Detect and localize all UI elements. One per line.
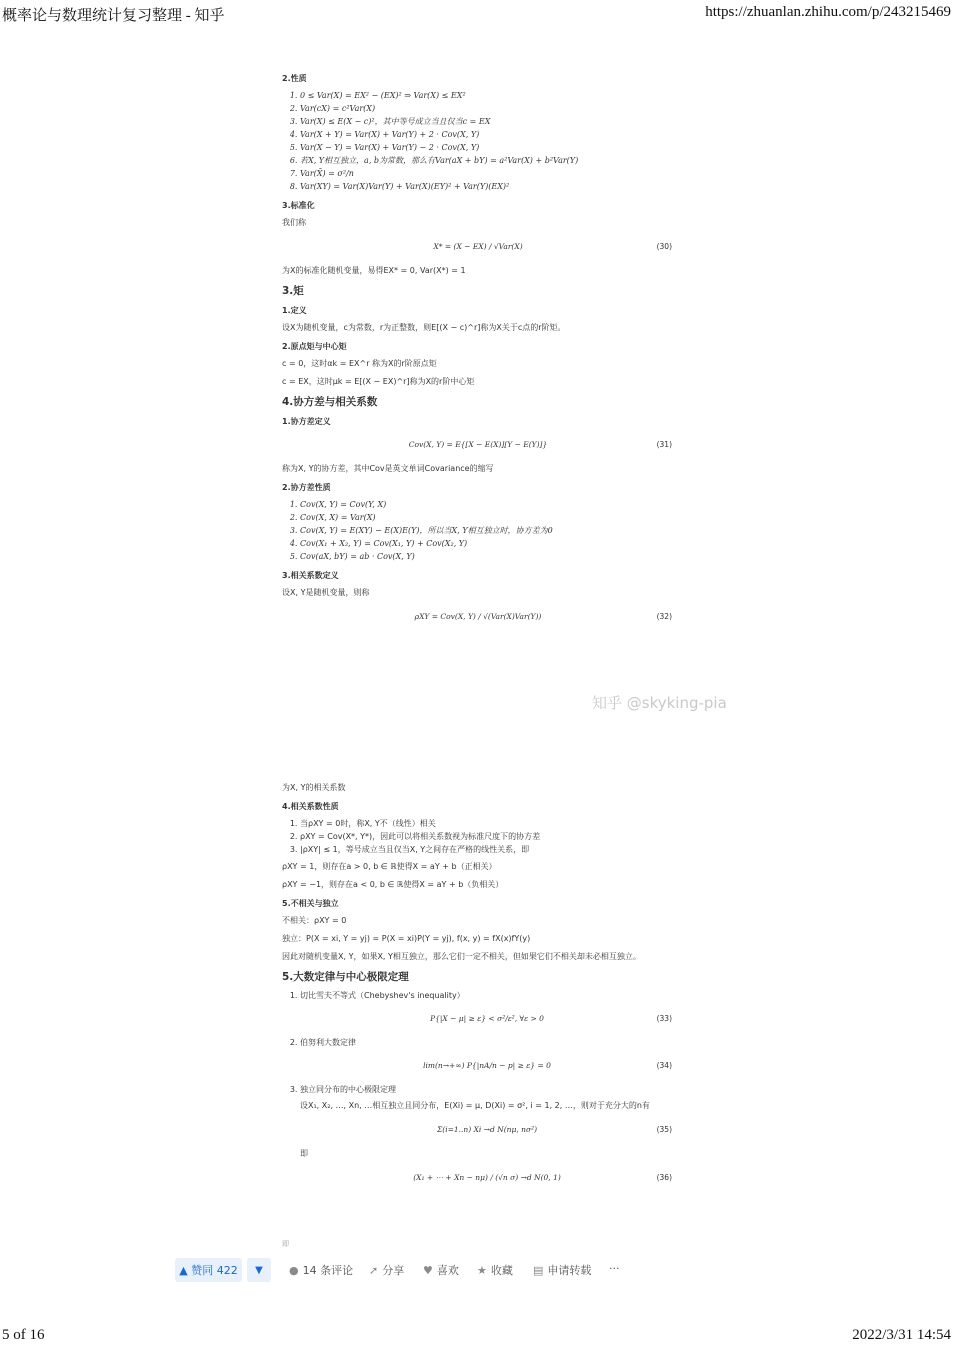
list-item: 2. Var(cX) = c²Var(X) (300, 102, 674, 115)
moment-kinds-heading: 2.原点矩与中心矩 (282, 342, 347, 351)
moment-origin: c = 0，这时αk = EX^r 称为X的r阶原点矩 (282, 359, 437, 368)
moment-def-heading: 1.定义 (282, 306, 307, 315)
share-button[interactable] (369, 1262, 404, 1278)
std-after: 为X的标准化随机变量，易得EX* = 0, Var(X*) = 1 (282, 266, 466, 275)
like-label: 喜欢 (436, 1264, 459, 1277)
list-item: 1. Cov(X, Y) = Cov(Y, X) (300, 498, 674, 511)
var-props-heading: 2.性质 (282, 74, 307, 83)
equation-34 (300, 1053, 674, 1079)
corr-props-list (292, 817, 674, 856)
equation-number: (31) (656, 440, 672, 449)
list-item (300, 989, 674, 1032)
lln-list (292, 989, 674, 1191)
std-heading: 3.标准化 (282, 201, 315, 210)
list-item (300, 1083, 674, 1191)
cov-after: 称为X, Y的协方差，其中Cov是英文单词Covariance的缩写 (282, 464, 494, 473)
equation-number: (33) (656, 1014, 672, 1023)
equation-formula: Cov(X, Y) = E{[X − E(X)][Y − E(Y)]} (408, 440, 548, 449)
more-button[interactable]: ··· (609, 1262, 620, 1275)
equation-formula: lim(n→+∞) P{|nA/n − p| ≥ ε} = 0 (423, 1061, 551, 1070)
equation-number: (30) (656, 242, 672, 251)
heart-icon: ♥ (423, 1263, 433, 1277)
equation-formula: (X₁ + ⋯ + Xn − nμ) / (√n σ) →d N(0, 1) (413, 1173, 561, 1182)
ji-text: 即 (300, 1149, 308, 1158)
equation-31 (282, 432, 674, 458)
reprint-button[interactable] (533, 1262, 591, 1278)
comments-label: 14 条评论 (302, 1264, 354, 1277)
page-title: 概率论与数理统计复习整理 - 知乎 (2, 8, 225, 24)
lln-item-3: 独立同分布的中心极限定理 (300, 1085, 396, 1094)
lln-item-2: 伯努利大数定律 (300, 1038, 356, 1047)
list-item: 3. Cov(X, Y) = E(XY) − E(X)E(Y)，所以当X, Y相互独立时，协方差为0 (300, 524, 674, 537)
list-item: 1. 0 ≤ Var(X) = EX² − (EX)² ⇒ Var(X) ≤ EX² (300, 89, 674, 102)
copyright-icon: ▤ (533, 1263, 544, 1277)
list-item: 7. Var(X̄) = σ²/n (300, 167, 674, 180)
equation-formula: X* = (X − EX) / √Var(X) (433, 242, 523, 251)
share-icon: ➚ (369, 1263, 379, 1277)
list-item: 5. Var(X − Y) = Var(X) + Var(Y) − 2 · Cov(X, Y) (300, 141, 674, 154)
list-item: 2. Cov(X, X) = Var(X) (300, 511, 674, 524)
watermark: 知乎 @skyking-pia (592, 694, 727, 712)
cov-props-heading: 2.协方差性质 (282, 483, 331, 492)
share-label: 分享 (382, 1264, 405, 1277)
equation-36 (300, 1165, 674, 1191)
downvote-button[interactable]: ▼ (247, 1258, 271, 1282)
comment-icon: ● (289, 1263, 299, 1277)
var-props-list (292, 89, 674, 193)
favorite-label: 收藏 (490, 1264, 513, 1277)
equation-number: (36) (656, 1173, 672, 1182)
list-item: 1. 当ρXY = 0时，称X, Y不（线性）相关 (300, 817, 674, 830)
article-body-part1 (282, 66, 674, 634)
list-item (300, 1036, 674, 1079)
list-item: 4. Var(X + Y) = Var(X) + Var(Y) + 2 · Cov(X, Y) (300, 128, 674, 141)
cov-heading: 4.协方差与相关系数 (282, 396, 378, 408)
moment-heading: 3.矩 (282, 285, 304, 297)
equation-formula: P{|X − μ| ≥ ε} < σ²/ε², ∀ε > 0 (430, 1014, 544, 1023)
corr-after: 为X, Y的相关系数 (282, 783, 346, 792)
lln-heading: 5.大数定律与中心极限定理 (282, 971, 409, 983)
upvote-button[interactable]: ▲ 赞同 422 (175, 1258, 242, 1282)
corr-sub-positive: ρXY = 1，则存在a > 0, b ∈ ℝ使得X = aY + b（正相关） (282, 862, 497, 871)
print-datetime: 2022/3/31 14:54 (852, 1327, 951, 1343)
indep-heading: 5.不相关与独立 (282, 899, 339, 908)
indep-conclusion: 因此对随机变量X, Y，如果X, Y相互独立，那么它们一定不相关，但如果它们不相关却未必相互独立。 (282, 952, 641, 961)
cov-def-heading: 1.协方差定义 (282, 417, 331, 426)
moment-center: c = EX，这时μk = E[(X − EX)^r]称为X的r阶中心矩 (282, 377, 475, 386)
corr-intro: 设X, Y是随机变量，则称 (282, 588, 370, 597)
list-item: 2. ρXY = Cov(X*, Y*)，因此可以将相关系数视为标准尺度下的协方差 (300, 830, 674, 843)
page-number: 5 of 16 (2, 1327, 45, 1343)
equation-formula: ρXY = Cov(X, Y) / √(Var(X)Var(Y)) (414, 612, 542, 621)
list-item: 5. Cov(aX, bY) = ab · Cov(X, Y) (300, 550, 674, 563)
equation-formula: Σ(i=1..n) Xi →d N(nμ, nσ²) (436, 1125, 538, 1134)
star-icon: ★ (477, 1263, 487, 1277)
page-url[interactable]: https://zhuanlan.zhihu.com/p/243215469 (705, 4, 951, 20)
equation-number: (35) (656, 1125, 672, 1134)
list-item: 3. Var(X) ≤ E(X − c)²，其中等号成立当且仅当c = EX (300, 115, 674, 128)
equation-number: (32) (656, 612, 672, 621)
corr-props-heading: 4.相关系数性质 (282, 802, 339, 811)
reprint-label: 申请转载 (547, 1264, 592, 1277)
list-item: 6. 若X, Y相互独立，a, b为常数，那么有Var(aX + bY) = a²Var(X) + b²Var(Y) (300, 154, 674, 167)
lln-item-1: 切比雪夫不等式（Chebyshev's inequality） (300, 991, 465, 1000)
favorite-button[interactable] (477, 1262, 513, 1278)
corr-def-heading: 3.相关系数定义 (282, 571, 339, 580)
cov-props-list (292, 498, 674, 563)
cut-off-text: 即 (282, 1240, 289, 1248)
equation-32 (282, 604, 674, 630)
list-item: 4. Cov(X₁ + X₂, Y) = Cov(X₁, Y) + Cov(X₂, Y) (300, 537, 674, 550)
list-item: 8. Var(XY) = Var(X)Var(Y) + Var(X)(EY)² + Var(Y)(EX)² (300, 180, 674, 193)
equation-33 (300, 1006, 674, 1032)
equation-35 (300, 1117, 674, 1143)
std-intro: 我们称 (282, 218, 306, 227)
clt-text: 设X₁, X₂, …, Xn, …相互独立且同分布，E(Xi) = μ, D(Xi) = σ², i = 1, 2, …，则对于充分大的n有 (300, 1101, 650, 1110)
article-body-part2 (282, 778, 674, 1195)
equation-number: (34) (656, 1061, 672, 1070)
comments-button[interactable] (289, 1262, 353, 1278)
equation-30 (282, 234, 674, 260)
corr-sub-negative: ρXY = −1，则存在a < 0, b ∈ ℝ使得X = aY + b（负相关） (282, 880, 504, 889)
uncorr-line: 不相关：ρXY = 0 (282, 916, 347, 925)
indep-line: 独立：P(X = xi, Y = yj) = P(X = xi)P(Y = yj), f(x, y) = fX(x)fY(y) (282, 934, 531, 943)
list-item: 3. |ρXY| ≤ 1，等号成立当且仅当X, Y之间存在严格的线性关系，即 (300, 843, 674, 856)
like-button[interactable] (423, 1262, 459, 1278)
moment-def: 设X为随机变量，c为常数，r为正整数，则E[(X − c)^r]称为X关于c点的r阶矩。 (282, 323, 566, 332)
